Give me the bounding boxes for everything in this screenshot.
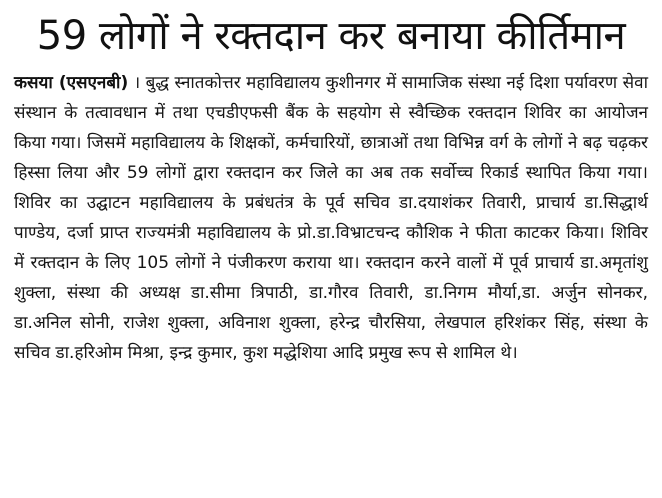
article-body — [14, 68, 648, 368]
article-headline: 59 लोगों ने रक्तदान कर बनाया कीर्तिमान — [36, 13, 626, 59]
article-body-text: । बुद्ध स्नातकोत्तर महाविद्यालय कुशीनगर में सामाजिक संस्था नई दिशा पर्यावरण सेवा संस्थान के तत्वावधान में तथा एचडीएफसी बैंक के सहयोग से स्वैच्छिक रक्तदान शिविर का आयोजन किया गया। जिसमें महाविद्यालय के शिक्षकों, कर्मचारियों, छात्राओं तथा विभिन्न वर्ग के लोगों ने बढ़ चढ़कर हिस्सा लिया और 59 लोगों द्वारा रक्तदान कर जिले का अब तक सर्वोच्च रिकार्ड स्थापित किया गया। शिविर का उद्घाटन महाविद्यालय के प्रबंधतंत्र के पूर्व सचिव डा.दयाशंकर तिवारी, प्राचार्य डा.सिद्धार्थ पाण्डेय, दर्जा प्राप्त राज्यमंत्री महाविद्यालय के प्रो.डा.विभ्राटचन्द कौशिक ने फीता काटकर किया। शिविर में रक्तदान के लिए 105 लोगों ने पंजीकरण कराया था। रक्तदान करने वालों में पूर्व प्राचार्य डा.अमृतांशु शुक्ला, संस्था की अध्यक्ष डा.सीमा त्रिपाठी, डा.गौरव तिवारी, डा.निगम मौर्या,डा. अर्जुन सोनकर, डा.अनिल सोनी, राजेश शुक्ला, अविनाश शुक्ला, हरेन्द्र चौरसिया, लेखपाल हरिशंकर सिंह, संस्था के सचिव डा.हरिओम मिश्रा, इन्द्र कुमार, कुश मद्धेशिया आदि प्रमुख रूप से शामिल थे। — [14, 73, 649, 363]
article-dateline: कसया (एसएनबी) — [14, 73, 129, 93]
